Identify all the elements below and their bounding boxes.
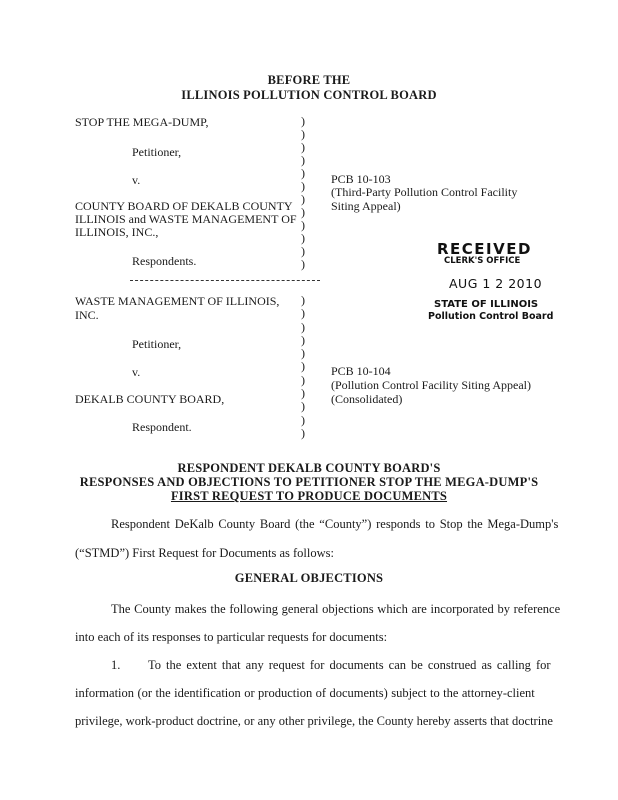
- document-title-line3: FIRST REQUEST TO PRODUCE DOCUMENTS: [170, 489, 448, 503]
- case2-petitioner-line1: WASTE MANAGEMENT OF ILLINOIS,: [75, 294, 280, 308]
- general-objections-para-line2: into each of its responses to particular requests for documents:: [75, 630, 388, 644]
- objection-1-number: 1.: [111, 658, 121, 672]
- intro-line1: Respondent DeKalb County Board (the “County”) responds to Stop the Mega-Dump's: [111, 517, 559, 531]
- case2-respondent-role: Respondent.: [132, 420, 192, 434]
- case2-number: PCB 10-104: [331, 364, 391, 378]
- stamp-state: STATE OF ILLINOIS: [434, 299, 539, 310]
- stamp-received: RECEIVED: [437, 240, 532, 258]
- case1-versus: v.: [132, 173, 141, 187]
- case1-description-line1: (Third-Party Pollution Control Facility: [331, 185, 518, 199]
- case1-respondent-role: Respondents.: [132, 254, 197, 268]
- document-title-line2: RESPONSES AND OBJECTIONS TO PETITIONER STOP THE MEGA-DUMP'S: [79, 475, 539, 489]
- general-objections-heading: GENERAL OBJECTIONS: [234, 571, 384, 585]
- case2-versus: v.: [132, 365, 141, 379]
- case2-petitioner-line2: INC.: [75, 308, 99, 322]
- court-heading-line1: BEFORE THE: [267, 73, 351, 87]
- case1-description-line2: Siting Appeal): [331, 199, 401, 213]
- objection-1-line2: information (or the identification or production of documents) subject to the attorney-client: [75, 686, 535, 700]
- objection-1-line1: To the extent that any request for documents can be construed as calling for: [148, 658, 551, 672]
- case1-caption-brackets: ) ) ) ) ) ) ) ) ) ) ) ): [301, 114, 305, 271]
- stamp-board: Pollution Control Board: [428, 311, 554, 322]
- objection-1-line3: privilege, work-product doctrine, or any other privilege, the County hereby asserts that doctrine: [75, 714, 553, 728]
- general-objections-para-line1: The County makes the following general objections which are incorporated by reference: [111, 602, 561, 616]
- caption-divider: [130, 280, 320, 281]
- case1-petitioner-role: Petitioner,: [132, 145, 182, 159]
- document-title-line1: RESPONDENT DEKALB COUNTY BOARD'S: [177, 461, 441, 475]
- stamp-date: AUG 1 2 2010: [449, 276, 543, 291]
- case2-petitioner-role: Petitioner,: [132, 337, 182, 351]
- case2-respondent-name: DEKALB COUNTY BOARD,: [75, 392, 225, 406]
- case1-respondent-line1: COUNTY BOARD OF DEKALB COUNTY: [75, 199, 293, 213]
- court-heading-line2: ILLINOIS POLLUTION CONTROL BOARD: [181, 88, 437, 102]
- case2-caption-brackets: ) ) ) ) ) ) ) ) ) ) ): [301, 293, 305, 440]
- stamp-clerks-office: CLERK'S OFFICE: [444, 256, 521, 266]
- case2-description-line2: (Consolidated): [331, 392, 403, 406]
- case1-respondent-line2: ILLINOIS and WASTE MANAGEMENT OF: [75, 212, 297, 226]
- case2-description-line1: (Pollution Control Facility Siting Appeal): [331, 378, 531, 392]
- case1-respondent-line3: ILLINOIS, INC.,: [75, 225, 159, 239]
- intro-line2: (“STMD”) First Request for Documents as follows:: [75, 546, 334, 560]
- case1-number: PCB 10-103: [331, 172, 391, 186]
- case1-petitioner-name: STOP THE MEGA-DUMP,: [75, 115, 209, 129]
